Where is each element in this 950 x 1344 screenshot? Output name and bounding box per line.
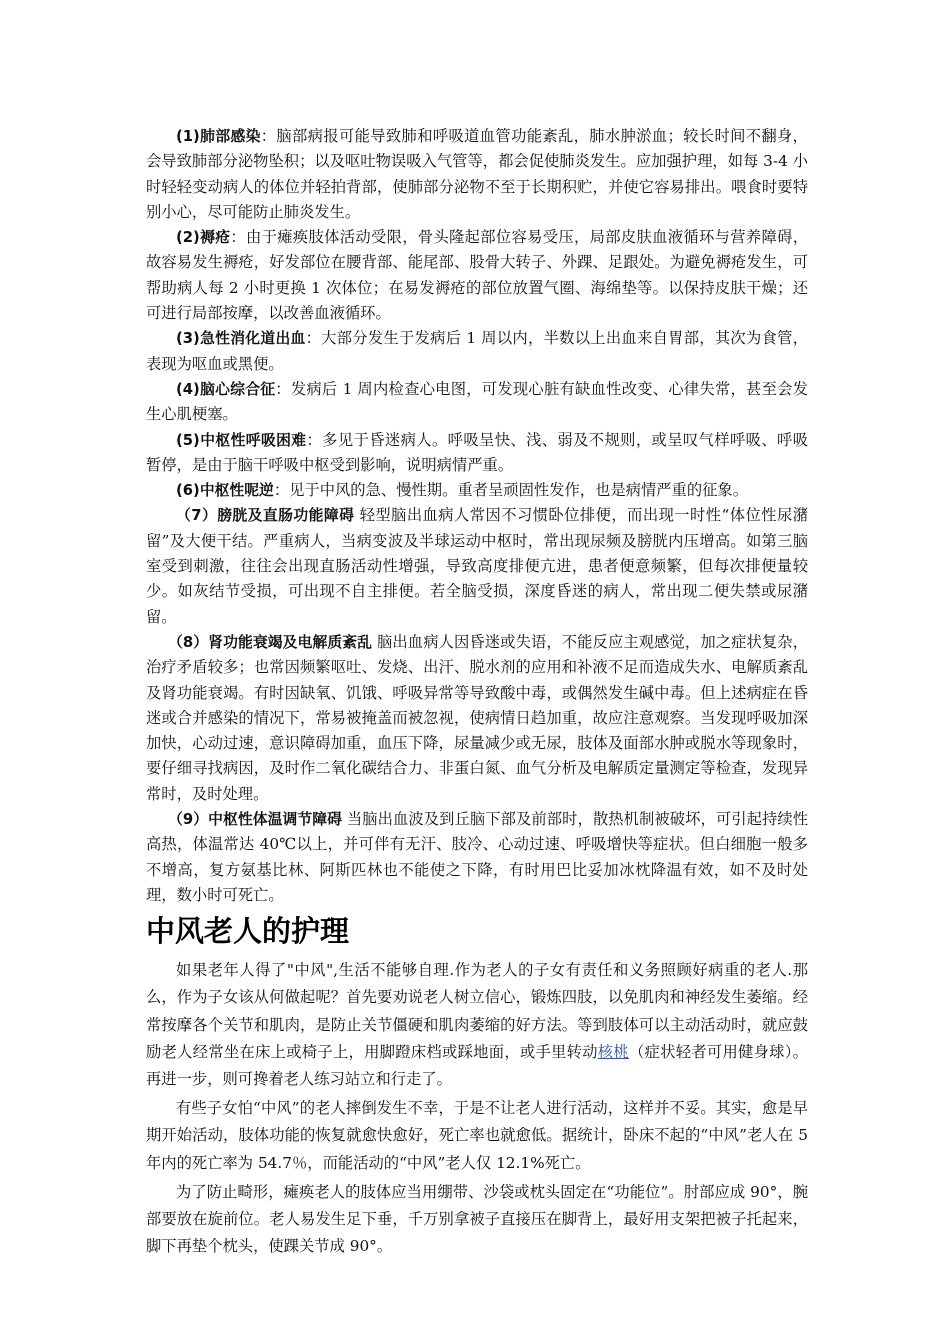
complication-item-3 bbox=[146, 326, 808, 377]
item-label: （8）肾功能衰竭及电解质紊乱 bbox=[168, 633, 373, 651]
complication-item-1 bbox=[146, 124, 808, 225]
item-label: (5)中枢性呼吸困难 bbox=[176, 431, 307, 449]
document-page bbox=[146, 124, 808, 1260]
paragraph-text: （症状轻者可用健身球）。再进一步，则可搀着老人练习站立和行走了。 bbox=[146, 1042, 808, 1089]
item-label: （9）中枢性体温调节障碍 bbox=[168, 811, 342, 829]
item-label: (3)急性消化道出血 bbox=[176, 330, 306, 348]
item-label: (1)肺部感染 bbox=[176, 128, 261, 145]
complication-item-6 bbox=[146, 478, 808, 503]
complication-item-4 bbox=[146, 377, 808, 428]
complication-item-2 bbox=[146, 225, 808, 326]
complications-section bbox=[146, 124, 808, 908]
complication-item-5 bbox=[146, 428, 808, 479]
item-text: ：大部分发生于发病后 1 周以内，半数以上出血来自胃部，其次为食管，表现为呕血或黑便。 bbox=[146, 329, 808, 373]
item-text: ：脑部病报可能导致肺和呼吸道血管功能紊乱，肺水肿淤血；较长时间不翻身，会导致肺部分泌物坠积；以及呕吐物误吸入气管等，都会促使肺炎发生。应加强护理，如每 3-4 小时轻轻变动病人的体位并轻拍背部，使肺部分泌物不至于长期积贮，并使它容易排出。喂食时要特别小心，尽可能防止肺炎发生。 bbox=[146, 127, 808, 221]
walnut-link[interactable]: 核桃 bbox=[597, 1042, 629, 1061]
section-heading: 中风老人的护理 bbox=[146, 914, 350, 949]
care-paragraph-3: 为了防止畸形，瘫痪老人的肢体应当用绷带、沙袋或枕头固定在“功能位”。肘部应成 90°，腕部要放在旋前位。老人易发生足下垂，千万别拿被子直接压在脚背上，最好用支架把被子托起来，脚下再垫个枕头，使踝关节成 90°。 bbox=[146, 1182, 808, 1256]
item-label: （7）膀胱及直肠功能障碍 bbox=[176, 507, 355, 525]
item-text: ：见于中风的急、慢性期。重者呈顽固性发作，也是病情严重的征象。 bbox=[273, 481, 749, 500]
item-text: ：发病后 1 周内检查心电图，可发现心脏有缺血性改变、心律失常，甚至会发生心肌梗塞。 bbox=[146, 379, 808, 424]
care-section bbox=[146, 957, 808, 1260]
care-paragraph-1 bbox=[146, 957, 808, 1093]
item-text: 轻型脑出血病人常因不习惯卧位排便，而出现一时性“体位性尿潴留”及大便干结。严重病人，当病变波及半球运动中枢时，常出现尿频及膀胱内压增高。如第三脑室受到刺激，往往会出现直肠活动性增强，导致高度排便亢进，患者便意频繁，但每次排便量较少。如灰结节受损，可出现不自主排便。若全脑受损，深度昏迷的病人，常出现二便失禁或尿潴留。 bbox=[146, 506, 808, 626]
item-label: (4)脑心综合征 bbox=[176, 380, 276, 398]
paragraph-text: 如果老年人得了"中风",生活不能够自理.作为老人的子女有责任和义务照顾好病重的老人.那么，作为子女该从何做起呢？首先要劝说老人树立信心，锻炼四肢，以免肌肉和神经发生萎缩。经常按摩各个关节和肌肉，是防止关节僵硬和肌肉萎缩的好方法。等到肢体可以主动活动时，就应鼓励老人经常坐在床上或椅子上，用脚蹬床档或踩地面，或手里转动 bbox=[146, 961, 808, 1061]
complication-item-9 bbox=[146, 807, 808, 908]
item-label: (2)褥疮 bbox=[176, 229, 231, 247]
care-paragraph-2: 有些子女怕“中风”的老人摔倒发生不幸，于是不让老人进行活动，这样并不妥。其实，愈是早期开始活动，肢体功能的恢复就愈快愈好，死亡率也就愈低。据统计，卧床不起的“中风”老人在 5 年内的死亡率为 54.7％，而能活动的“中风”老人仅 12.1%死亡。 bbox=[146, 1099, 808, 1172]
item-text: ：多见于昏迷病人。呼吸呈快、浅、弱及不规则，或呈叹气样呼吸、呼吸暂停，是由于脑干呼吸中枢受到影响，说明病情严重。 bbox=[146, 430, 808, 474]
item-text: 当脑出血波及到丘脑下部及前部时，散热机制被破坏，可引起持续性高热，体温常达 40℃以上，并可伴有无汗、肢冷、心动过速、呼吸增快等症状。但白细胞一般多不增高，复方氨基比林、阿斯匹林也不能使之下降，有时用巴比妥加冰枕降温有效，如不及时处理，数小时可死亡。 bbox=[146, 810, 808, 904]
complication-item-7 bbox=[146, 503, 808, 629]
item-text: ：由于瘫痪肢体活动受限，骨头隆起部位容易受压，局部皮肤血液循环与营养障碍，故容易发生褥疮，好发部位在腰背部、能尾部、股骨大转子、外踝、足跟处。为避免褥疮发生，可帮助病人每 2 小时更换 1 次体位；在易发褥疮的部位放置气圈、海绵垫等。以保持皮肤干燥；还可进行局部按摩，以改善血液循环。 bbox=[146, 228, 808, 323]
complication-item-8 bbox=[146, 630, 808, 807]
item-label: (6)中枢性呢逆 bbox=[176, 482, 274, 500]
item-text: 脑出血病人因昏迷或失语，不能反应主观感觉，加之症状复杂，治疗矛盾较多；也常因频繁呕吐、发烧、出汗、脱水剂的应用和补液不足而造成失水、电解质紊乱及肾功能衰竭。有时因缺氧、饥饿、呼吸异常等导致酸中毒，或偶然发生碱中毒。但上述病症在昏迷或合并感染的情况下，常易被掩盖而被忽视，使病情日趋加重，故应注意观察。当发现呼吸加深加快，心动过速，意识障碍加重，血压下降，尿量减少或无尿，肢体及面部水肿或脱水等现象时，要仔细寻找病因，及时作二氧化碳结合力、非蛋白氮、血气分析及电解质定量测定等检查，发现异常时，及时处理。 bbox=[146, 632, 808, 803]
